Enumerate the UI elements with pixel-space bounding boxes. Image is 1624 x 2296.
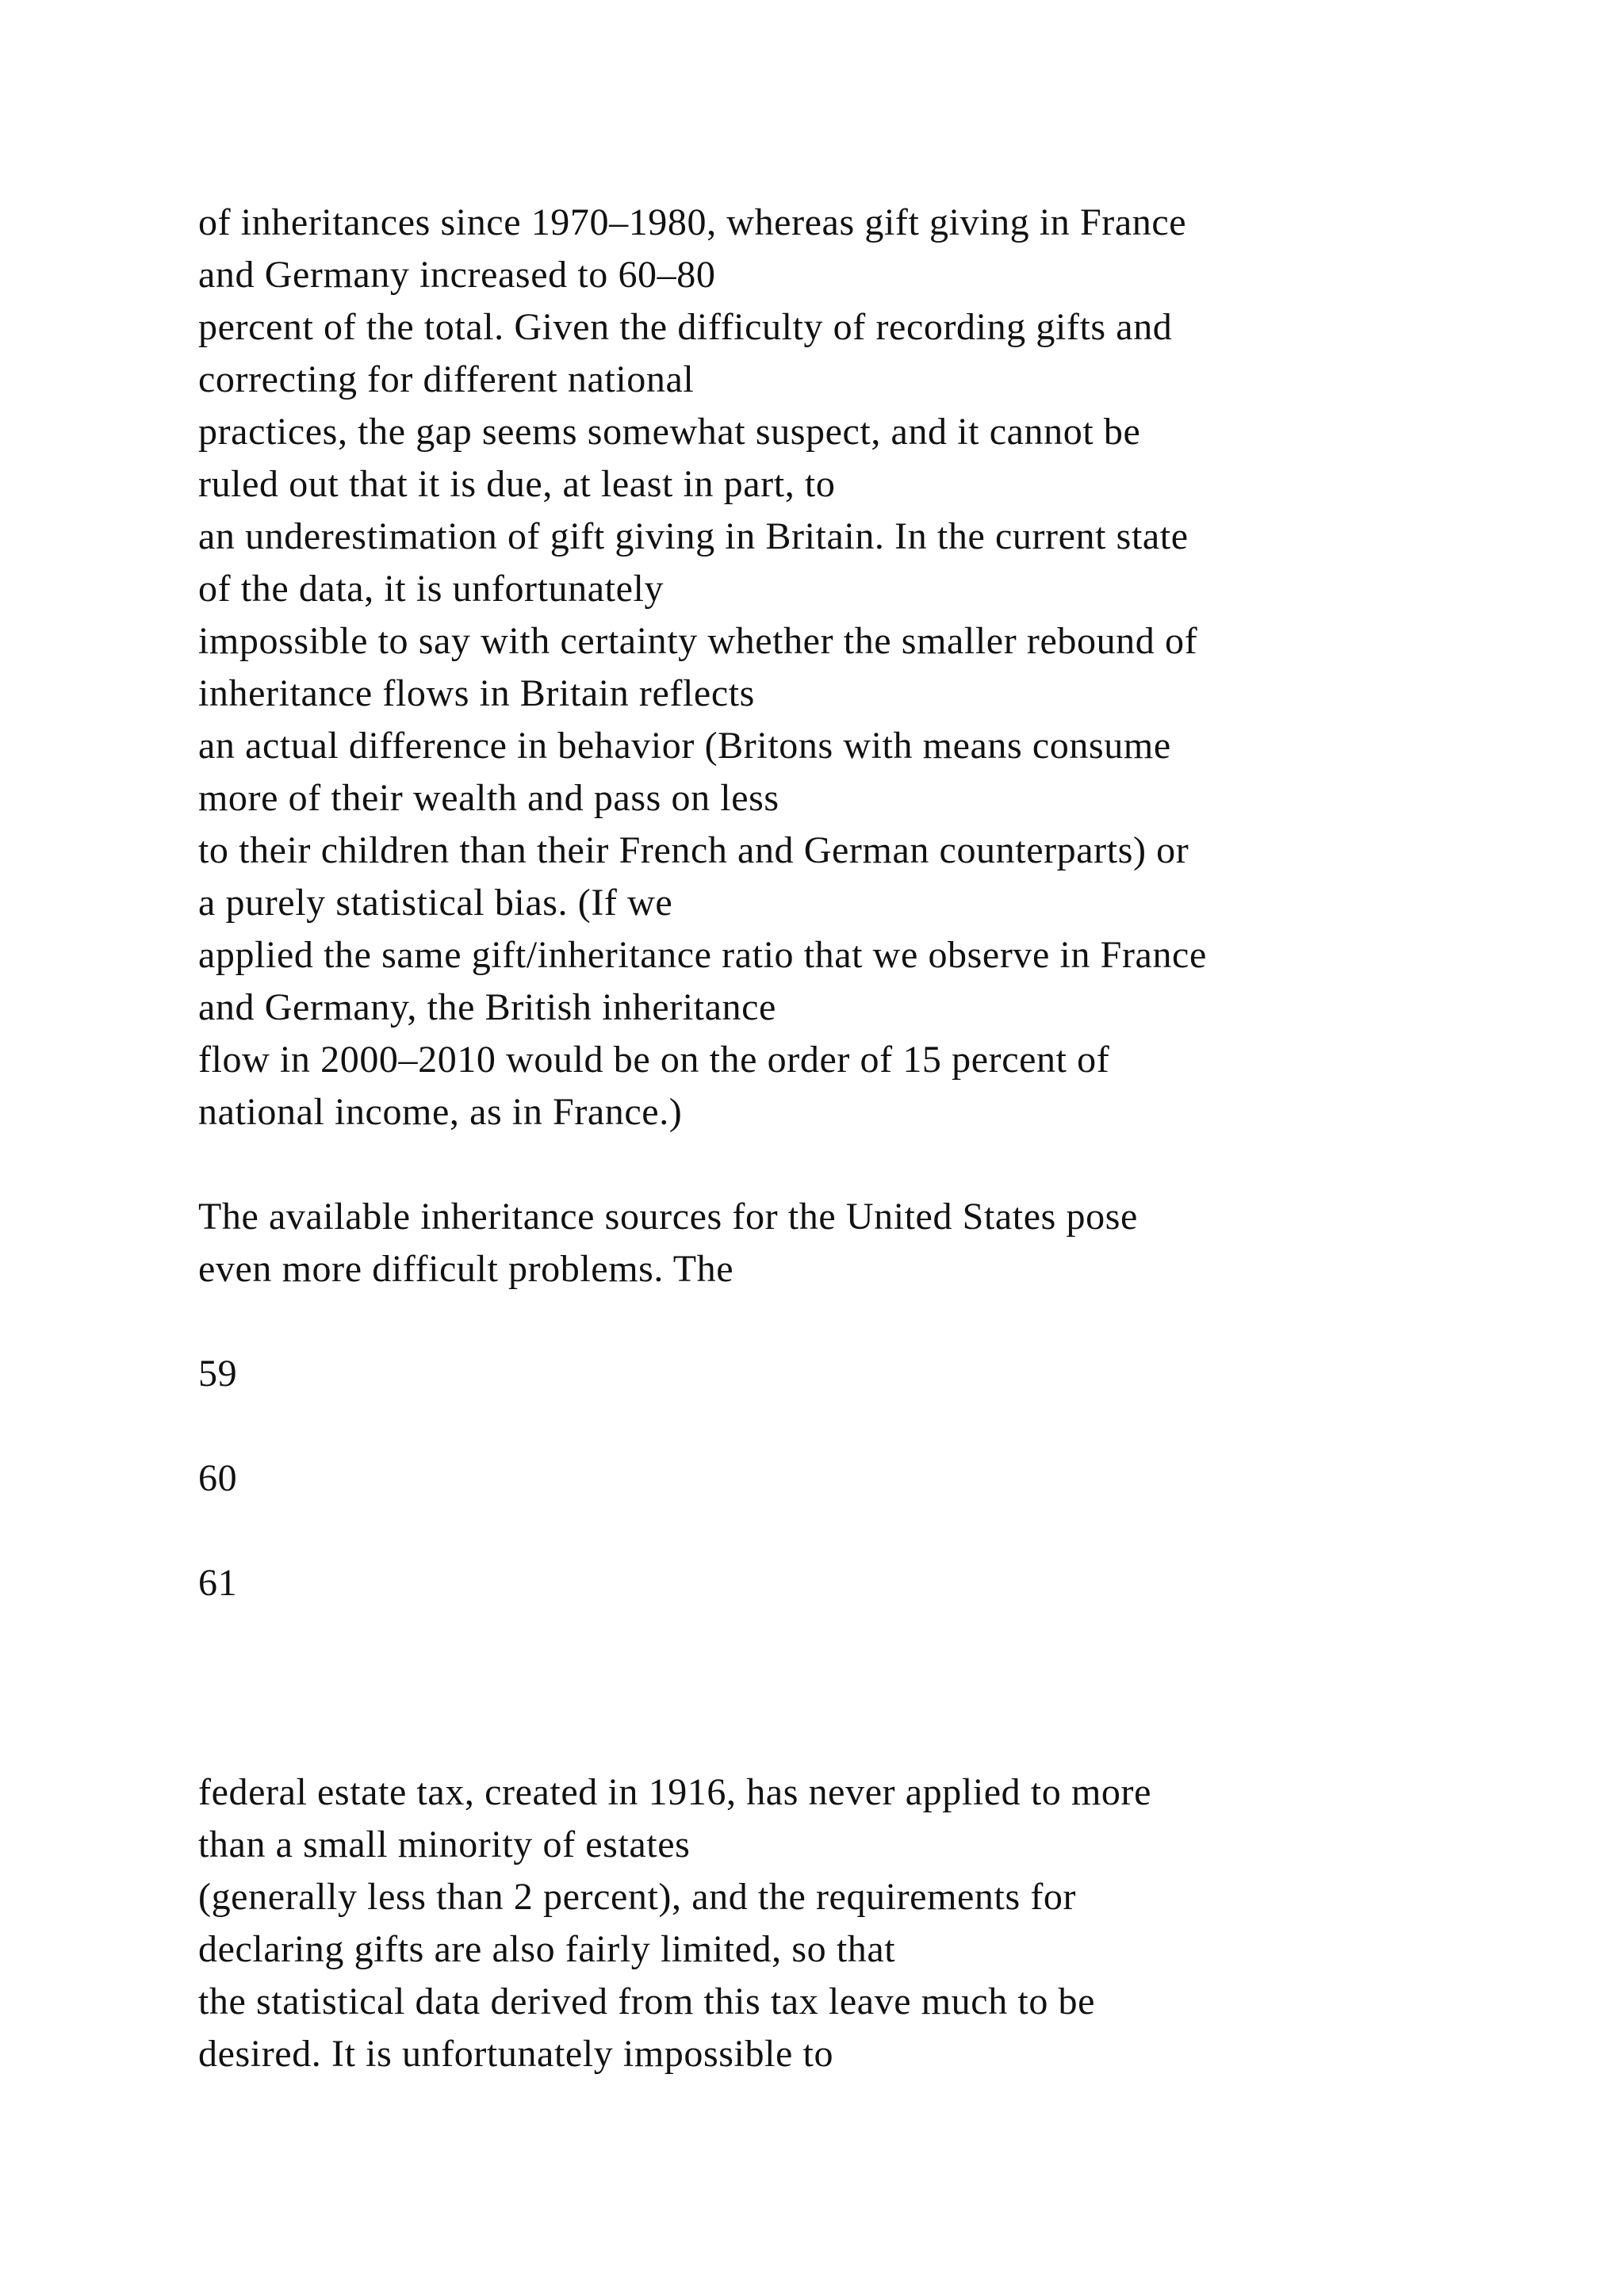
text-line: (generally less than 2 percent), and the requirements for — [198, 1876, 1077, 1918]
text-line: The available inheritance sources for the United States pose — [198, 1196, 1138, 1238]
text-line: more of their wealth and pass on less — [198, 777, 779, 819]
text-line: to their children than their French and German counterparts) or — [198, 829, 1189, 871]
text-line: applied the same gift/inheritance ratio that we observe in France — [198, 934, 1207, 976]
text-line: flow in 2000–2010 would be on the order of 15 percent of — [198, 1039, 1110, 1081]
text-line: federal estate tax, created in 1916, has never applied to more — [198, 1771, 1152, 1813]
text-line: even more difficult problems. The — [198, 1248, 734, 1290]
text-line: an underestimation of gift giving in Britain. In the current state — [198, 515, 1189, 557]
text-line: practices, the gap seems somewhat suspect, and it cannot be — [198, 411, 1141, 453]
text-line: an actual difference in behavior (Britons with means consume — [198, 725, 1171, 767]
text-line: and Germany, the British inheritance — [198, 986, 776, 1028]
text-line: a purely statistical bias. (If we — [198, 882, 673, 924]
note-number: 61 — [198, 1562, 238, 1604]
text-line: percent of the total. Given the difficulty of recording gifts and — [198, 306, 1173, 348]
text-line: and Germany increased to 60–80 — [198, 254, 716, 296]
text-line: national income, as in France.) — [198, 1091, 683, 1133]
text-line: correcting for different national — [198, 358, 695, 400]
text-line: the statistical data derived from this tax leave much to be — [198, 1980, 1096, 2022]
text-line: than a small minority of estates — [198, 1823, 691, 1866]
text-line: ruled out that it is due, at least in part, to — [198, 463, 836, 505]
note-number: 60 — [198, 1457, 238, 1499]
text-line: of the data, it is unfortunately — [198, 568, 665, 610]
text-line: desired. It is unfortunately impossible to — [198, 2033, 834, 2075]
text-line: declaring gifts are also fairly limited, so that — [198, 1928, 896, 1970]
text-line: of inheritances since 1970–1980, whereas gift giving in France — [198, 201, 1187, 243]
text-line: inheritance flows in Britain reflects — [198, 672, 755, 714]
text-line: impossible to say with certainty whether the smaller rebound of — [198, 620, 1198, 662]
note-number: 59 — [198, 1353, 238, 1395]
